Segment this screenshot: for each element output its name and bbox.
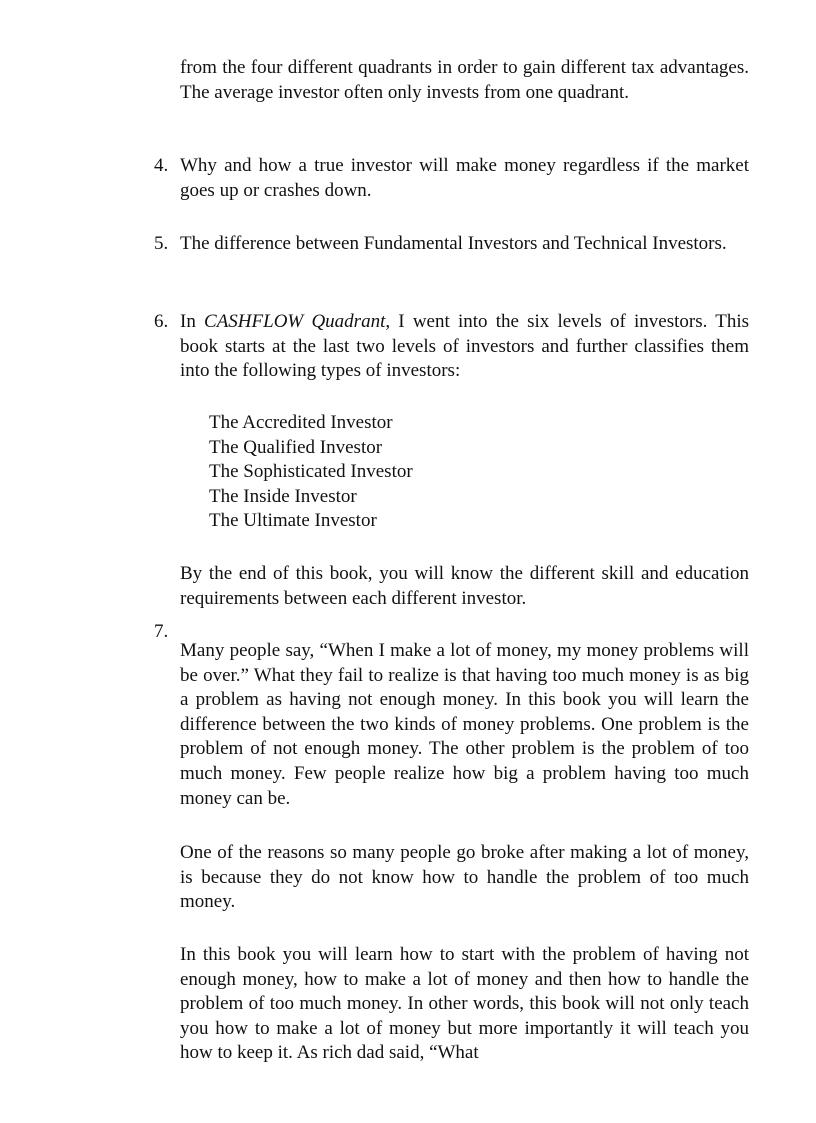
item-5-text: The difference between Fundamental Investors and Technical Investors. (180, 233, 727, 254)
investor-type-item: The Accredited Investor (209, 412, 393, 433)
item-7-paragraph-1: Many people say, “When I make a lot of money, my money problems will be over.” What they fail to realize is that having too much money is as big a problem as having not enough money. In this book you will learn the difference between the two kinds of money problems. One problem is the problem of not enough money. The other problem is the problem of too much money. Few people realize how big a problem having too much money can be. (180, 640, 749, 809)
intro-continued-paragraph: from the four different quadrants in order to gain different tax advantages. The average investor often only invests from one quadrant. (180, 57, 749, 103)
item-6-rest: , I went into the six levels of investors. This book starts at the last two levels of investors and further classifies them into the following types of investors: (180, 311, 749, 382)
item-6-text (180, 310, 749, 384)
investor-type-item: The Qualified Investor (209, 436, 383, 458)
item-5-number: 5. (154, 233, 169, 254)
investor-type-item: The Sophisticated Investor (209, 461, 413, 483)
item-4-text: Why and how a true investor will make money regardless if the market goes up or crashes down. (180, 155, 749, 201)
item-7-paragraph-3: In this book you will learn how to start with the problem of having not enough money, how to make a lot of money and then how to handle the problem of too much money. In other words, this book will not only teach you how to make a lot of money but more importantly it will teach you how to keep it. As rich dad said, “What (180, 944, 749, 1064)
item-7-number: 7. (154, 621, 169, 642)
item-6-lead: In (180, 311, 205, 332)
investor-types-list (209, 411, 609, 534)
item-4-number: 4. (154, 155, 169, 176)
investor-type-item: The Inside Investor (209, 485, 357, 507)
item-7-paragraph-2: One of the reasons so many people go broke after making a lot of money, is because they do not know how to handle the problem of too much money. (180, 842, 749, 913)
book-title: CASHFLOW Quadrant (204, 311, 386, 332)
item-6-number: 6. (154, 311, 169, 332)
investor-type-item: The Ultimate Investor (209, 510, 377, 532)
item-6-closing-paragraph: By the end of this book, you will know the different skill and education requirements between each different investor. (180, 563, 749, 609)
